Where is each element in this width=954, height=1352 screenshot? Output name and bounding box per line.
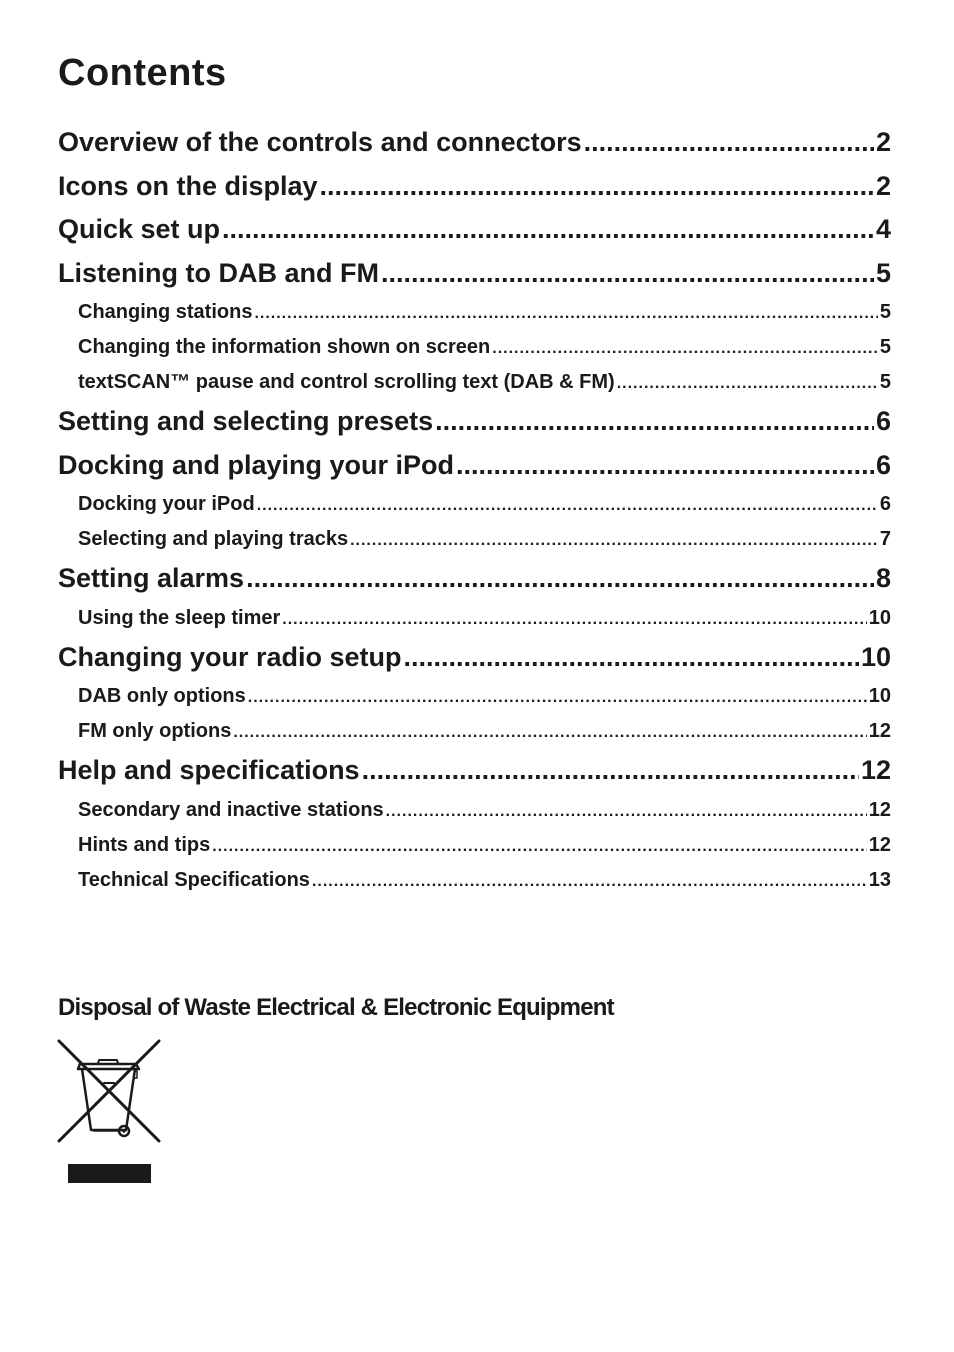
toc-dot-leader bbox=[248, 680, 867, 714]
toc-subsection bbox=[58, 863, 891, 898]
toc-dot-leader bbox=[617, 366, 878, 400]
toc-page-number: 7 bbox=[879, 528, 891, 550]
toc-subsection bbox=[58, 793, 891, 828]
toc-entry-label: Docking and playing your iPod bbox=[58, 449, 455, 480]
toc-entry-label: Quick set up bbox=[58, 214, 221, 244]
toc-entry-label: Overview of the controls and connectors bbox=[58, 127, 582, 157]
toc-section bbox=[58, 636, 891, 680]
toc-page-number: 5 bbox=[879, 336, 891, 358]
toc-page-number: 12 bbox=[868, 833, 891, 856]
toc-page-number: 6 bbox=[879, 493, 891, 515]
toc-dot-leader bbox=[404, 636, 859, 680]
toc-dot-leader bbox=[362, 749, 859, 793]
toc-subsection bbox=[58, 714, 891, 749]
toc-page-number: 13 bbox=[868, 868, 891, 891]
toc-entry-label: Changing your radio setup bbox=[58, 641, 402, 672]
toc-dot-leader bbox=[381, 252, 874, 296]
toc-section bbox=[58, 165, 891, 209]
toc-page-number: 12 bbox=[860, 755, 891, 785]
toc-entry-label: Hints and tips bbox=[78, 833, 211, 856]
toc-page-number: 12 bbox=[868, 798, 891, 821]
toc-page-number: 12 bbox=[868, 720, 891, 742]
toc-dot-leader bbox=[246, 557, 874, 601]
toc-entry-label: Setting alarms bbox=[58, 563, 245, 593]
toc-entry-label: Changing the information shown on screen bbox=[78, 336, 491, 358]
toc-page-number: 2 bbox=[875, 170, 891, 201]
toc-entry-label: Changing stations bbox=[78, 301, 253, 323]
toc-entry-label: Icons on the display bbox=[58, 170, 318, 201]
toc-page-number: 10 bbox=[868, 685, 891, 707]
crossed-out-wheelie-bin-icon bbox=[56, 1038, 162, 1188]
table-of-contents bbox=[58, 121, 891, 898]
toc-subsection bbox=[58, 365, 891, 400]
toc-dot-leader bbox=[584, 121, 874, 165]
toc-subsection bbox=[58, 601, 891, 636]
toc-section bbox=[58, 557, 891, 601]
toc-page-number: 5 bbox=[879, 301, 891, 323]
toc-page-number: 6 bbox=[875, 406, 891, 436]
toc-entry-label: textSCAN™ pause and control scrolling text (DAB & FM) bbox=[78, 371, 615, 393]
toc-section bbox=[58, 400, 891, 444]
toc-page-number: 6 bbox=[875, 449, 891, 480]
toc-page-number: 4 bbox=[875, 214, 891, 244]
toc-subsection bbox=[58, 487, 891, 522]
toc-subsection bbox=[58, 828, 891, 863]
toc-dot-leader bbox=[320, 165, 874, 209]
toc-page-number: 10 bbox=[868, 606, 891, 629]
toc-entry-label: Using the sleep timer bbox=[78, 606, 281, 629]
toc-entry-label: Secondary and inactive stations bbox=[78, 798, 384, 821]
toc-dot-leader bbox=[257, 488, 878, 522]
toc-dot-leader bbox=[233, 715, 866, 749]
toc-subsection bbox=[58, 330, 891, 365]
page-title: Contents bbox=[58, 52, 227, 94]
toc-subsection bbox=[58, 522, 891, 557]
toc-dot-leader bbox=[222, 208, 874, 252]
toc-dot-leader bbox=[350, 523, 878, 557]
toc-dot-leader bbox=[312, 864, 867, 898]
toc-section bbox=[58, 121, 891, 165]
toc-subsection bbox=[58, 679, 891, 714]
toc-dot-leader bbox=[282, 602, 866, 636]
toc-entry-label: Docking your iPod bbox=[78, 493, 255, 515]
toc-section bbox=[58, 252, 891, 296]
toc-dot-leader bbox=[456, 444, 874, 488]
toc-section bbox=[58, 208, 891, 252]
toc-dot-leader bbox=[254, 296, 877, 330]
toc-entry-label: Selecting and playing tracks bbox=[78, 528, 349, 550]
toc-page-number: 8 bbox=[875, 563, 891, 593]
toc-entry-label: Help and specifications bbox=[58, 755, 360, 785]
toc-entry-label: FM only options bbox=[78, 720, 232, 742]
toc-page-number: 10 bbox=[860, 641, 891, 672]
toc-entry-label: Setting and selecting presets bbox=[58, 406, 434, 436]
toc-entry-label: Technical Specifications bbox=[78, 868, 310, 891]
toc-page-number: 2 bbox=[875, 127, 891, 157]
toc-subsection bbox=[58, 295, 891, 330]
toc-dot-leader bbox=[212, 829, 867, 863]
toc-dot-leader bbox=[435, 400, 874, 444]
toc-section bbox=[58, 444, 891, 488]
toc-section bbox=[58, 749, 891, 793]
toc-entry-label: Listening to DAB and FM bbox=[58, 257, 379, 288]
toc-page-number: 5 bbox=[879, 371, 891, 393]
toc-page-number: 5 bbox=[875, 257, 891, 288]
toc-dot-leader bbox=[386, 794, 867, 828]
toc-dot-leader bbox=[492, 331, 878, 365]
weee-heading: Disposal of Waste Electrical & Electronic Equipment bbox=[58, 994, 614, 1021]
toc-entry-label: DAB only options bbox=[78, 685, 246, 707]
